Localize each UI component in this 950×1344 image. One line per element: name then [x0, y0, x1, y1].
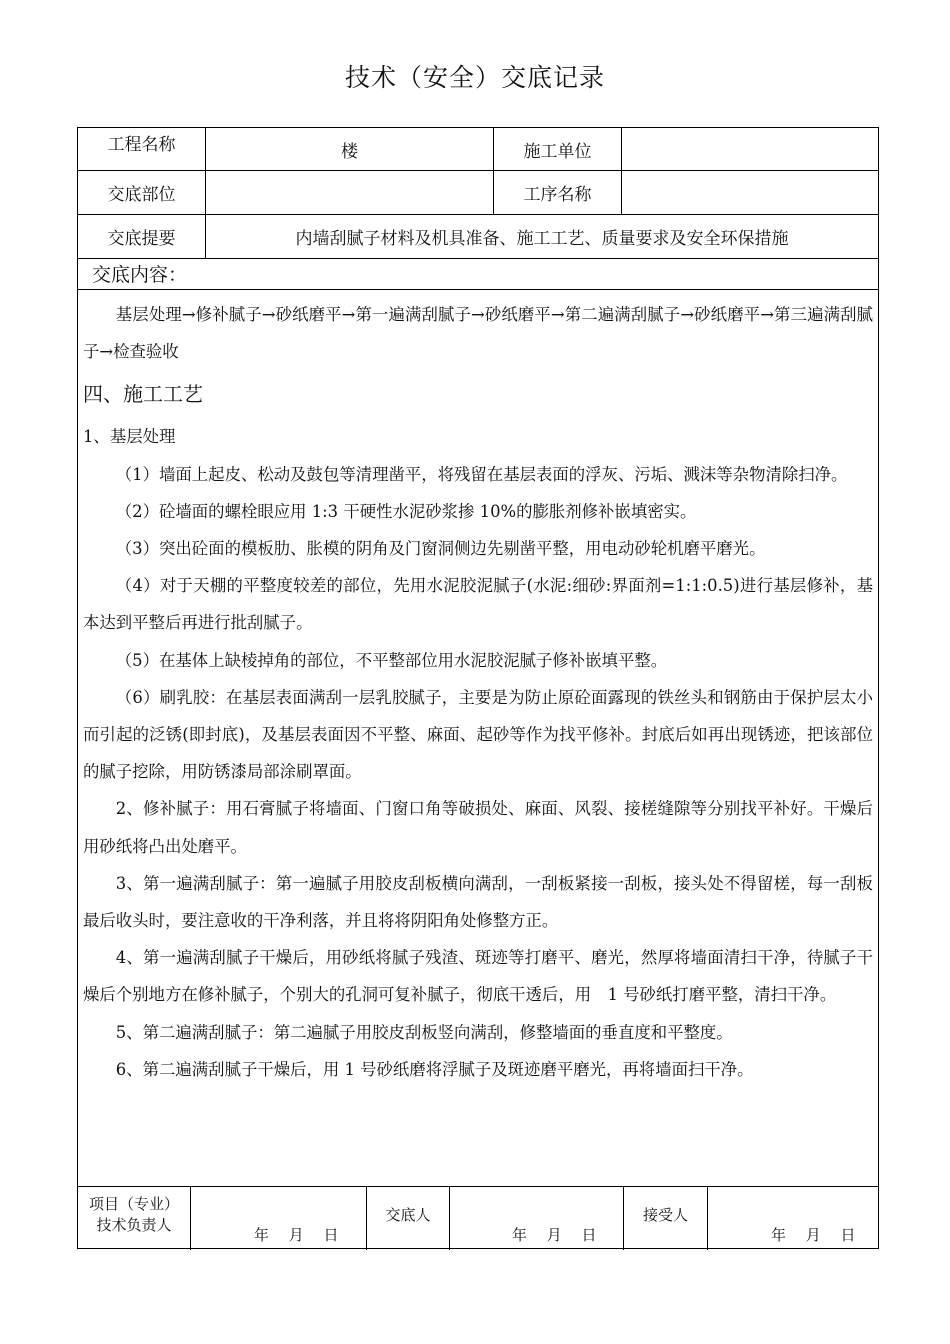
- col-divider: [707, 1186, 708, 1250]
- discloser-date[interactable]: 年 月 日: [512, 1226, 597, 1244]
- content-heading: 交底内容：: [92, 264, 188, 286]
- location-label: 交底部位: [107, 185, 176, 205]
- content-body: [83, 296, 873, 1088]
- content-item: 6、第二遍满刮腻子干燥后，用 1 号砂纸磨将浮腻子及斑迹磨平磨光，再将墙面扫干净。: [115, 1059, 754, 1079]
- row-divider: [78, 289, 878, 290]
- content-item: （3）突出砼面的模板肋、胀模的阴角及门窗洞侧边先剔凿平整，用电动砂轮机磨平磨光。: [115, 539, 766, 559]
- content-item: （6）刷乳胶：在基层表面满刮一层乳胶腻子，主要是为防止原砼面露现的铁丝头和钢筋由于保护层太小而引起的泛锈(即封底)，及基层表面因不平整、麻面、起砂等作为找平修补。封底后如再出现锈迹，把该部位的腻子挖除，用防锈漆局部涂刷罩面。: [83, 687, 873, 782]
- project-name-value[interactable]: 楼: [341, 141, 358, 162]
- content-item: 5、第二遍满刮腻子：第二遍腻子用胶皮刮板竖向满刮，修整墙面的垂直度和平整度。: [115, 1022, 733, 1042]
- col-divider: [449, 1186, 450, 1250]
- receiver-date[interactable]: 年 月 日: [771, 1226, 856, 1244]
- summary-label: 交底提要: [107, 229, 176, 249]
- process-name-label: 工序名称: [523, 185, 592, 205]
- sub-title: 1、基层处理: [83, 427, 176, 447]
- location-value[interactable]: [206, 171, 493, 214]
- content-item: （5）在基体上缺棱掉角的部位，不平整部位用水泥胶泥腻子修补嵌填平整。: [115, 650, 668, 670]
- disclosure-form: [77, 127, 879, 1249]
- content-item: （1）墙面上起皮、松动及鼓包等清理凿平，将残留在基层表面的浮灰、污垢、溅沫等杂物清除扫净。: [115, 464, 848, 484]
- content-item: 3、第一遍满刮腻子：第一遍腻子用胶皮刮板横向满刮，一刮板紧接一刮板，接头处不得留槎，每一刮板最后收头时，要注意收的干净利落，并且将将阴阳角处修整方正。: [83, 873, 873, 931]
- content-item: （2）砼墙面的螺栓眼应用 1:3 干硬性水泥砂浆掺 10%的膨胀剂修补嵌填密实。: [115, 501, 697, 521]
- construction-unit-value[interactable]: [622, 128, 878, 170]
- content-item: 4、第一遍满刮腻子干燥后，用砂纸将腻子残渣、斑迹等打磨平、磨光，然厚将墙面清扫干净，待腻子干燥后个别地方在修补腻子，个别大的孔洞可复补腻子，彻底干透后，用 1 号砂纸打磨平整，清扫干净。: [83, 948, 873, 1005]
- tech-lead-label-line2: 技术负责人: [96, 1216, 172, 1234]
- process-name-value[interactable]: [622, 171, 878, 214]
- section-title: 四、施工工艺: [83, 382, 203, 407]
- page-title: 技术（安全）交底记录: [344, 63, 605, 92]
- receiver-label: 接受人: [642, 1206, 688, 1224]
- construction-unit-label: 施工单位: [523, 141, 592, 162]
- tech-lead-label: [78, 1194, 190, 1236]
- project-name-label: 工程名称: [107, 135, 176, 155]
- summary-value: 内墙刮腻子材料及机具准备、施工工艺、质量要求及安全环保措施: [295, 229, 789, 249]
- row-divider: [78, 258, 878, 259]
- signature-divider: [78, 1186, 878, 1187]
- content-item: 2、修补腻子：用石膏腻子将墙面、门窗口角等破损处、麻面、风裂、接槎缝隙等分别找平补好。干燥后用砂纸将凸出处磨平。: [83, 799, 873, 856]
- discloser-label: 交底人: [385, 1206, 431, 1224]
- tech-lead-date[interactable]: 年 月 日: [254, 1226, 339, 1244]
- process-flow: 基层处理→修补腻子→砂纸磨平→第一遍满刮腻子→砂纸磨平→第二遍满刮腻子→砂纸磨平→第三遍满刮腻子→检查验收: [83, 305, 873, 362]
- content-item: （4）对于天棚的平整度较差的部位，先用水泥胶泥腻子(水泥:细砂:界面剂=1:1:0.5)进行基层修补，基本达到平整后再进行批刮腻子。: [83, 576, 873, 633]
- col-divider: [190, 1186, 191, 1250]
- tech-lead-label-line1: 项目（专业）: [88, 1195, 179, 1213]
